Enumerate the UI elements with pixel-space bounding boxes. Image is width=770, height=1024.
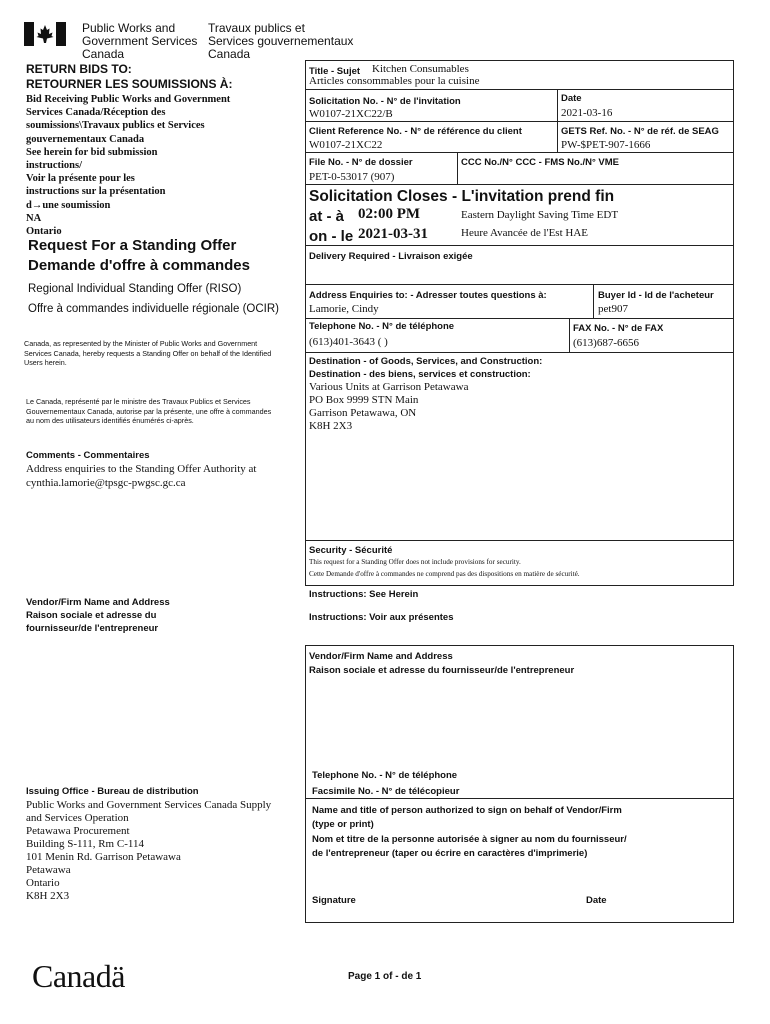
at-label: at - à: [309, 208, 345, 225]
fax-label: FAX No. - N° de FAX: [573, 323, 664, 334]
rfso-title-fr: Demande d'offre à commandes: [28, 257, 250, 274]
file-value: PET-0-53017 (907): [309, 171, 395, 183]
signature-label: Signature: [312, 895, 356, 906]
date-value: 2021-03-16: [561, 107, 613, 119]
enquiries-label: Address Enquiries to: - Adresser toutes questions à:: [309, 290, 547, 301]
fax-value: (613)687-6656: [573, 337, 639, 349]
solicitation-closes-title: Solicitation Closes - L'invitation prend fin: [309, 188, 615, 205]
client-ref-value: W0107-21XC22: [309, 139, 383, 151]
destination-label-fr: Destination - des biens, services et construction:: [309, 369, 531, 380]
enquiries-contact: Lamorie, Cindy: [309, 303, 379, 315]
timezone-fr: Heure Avancée de l'Est HAE: [461, 227, 589, 239]
timezone-en: Eastern Daylight Saving Time EDT: [461, 209, 619, 221]
vendor-facsimile-label: Facsimile No. - N° de télécopieur: [312, 786, 460, 797]
page-number: Page 1 of - de 1: [348, 971, 422, 982]
vendor-telephone-label: Telephone No. - N° de téléphone: [312, 770, 458, 781]
signature-date-label: Date: [586, 895, 607, 906]
security-text-fr: Cette Demande d'offre à commandes ne comprend pas des dispositions en matière de sécurité.: [309, 570, 580, 578]
request-paragraph-en: Canada, as represented by the Minister of Public Works and Government Services Canada, hereby requests a Standing Offer on behalf of the Identified Users herein.: [24, 339, 272, 368]
canada-wordmark: Canadä: [32, 958, 125, 994]
vendor-box[interactable]: [305, 645, 734, 923]
riso-en: Regional Individual Standing Offer (RISO): [28, 283, 242, 295]
return-bids-heading-fr: RETOURNER LES SOUMISSIONS À:: [26, 77, 233, 91]
department-name-fr: Travaux publics et Services gouvernementaux Canada: [208, 21, 354, 61]
issuing-office-label: Issuing Office - Bureau de distribution: [26, 786, 199, 797]
title-fr-value: Articles consommables pour la cuisine: [309, 75, 480, 87]
comments-label: Comments - Commentaires: [26, 450, 150, 461]
riso-fr: Offre à commandes individuelle régionale (OCIR): [28, 303, 279, 315]
return-bids-heading-en: RETURN BIDS TO:: [26, 62, 132, 76]
delivery-label: Delivery Required - Livraison exigée: [309, 251, 473, 262]
on-label: on - le: [309, 228, 354, 245]
gets-ref-value: PW-$PET-907-1666: [561, 139, 651, 151]
canada-flag-icon: [24, 22, 66, 46]
buyer-id-label: Buyer Id - Id de l'acheteur: [598, 290, 714, 301]
client-ref-label: Client Reference No. - N° de référence du client: [309, 126, 522, 137]
closing-time: 02:00 PM: [358, 206, 421, 222]
destination-address: Various Units at Garrison Petawawa PO Box 9999 STN Main Garrison Petawawa, ON K8H 2X3: [309, 381, 469, 432]
vendor-box-label: Vendor/Firm Name and Address Raison sociale et adresse du fournisseur/de l'entrepreneur: [309, 651, 575, 676]
title-en-value: Kitchen Consumables: [372, 63, 469, 75]
rfso-title-en: Request For a Standing Offer: [28, 237, 237, 254]
telephone-value: (613)401-3643 ( ): [309, 336, 388, 348]
date-label: Date: [561, 93, 582, 104]
file-label: File No. - N° de dossier: [309, 157, 413, 168]
comments-text: Address enquiries to the Standing Offer Authority at cynthia.lamorie@tpsgc-pwgsc.gc.ca: [26, 463, 257, 489]
authorized-signer-label: Name and title of person authorized to sign on behalf of Vendor/Firm (type or print) Nom et titre de la personne autorisée à signer au nom du fournisseur/ de l'entrepreneur (taper ou écrire en caractères d'imprimerie): [312, 805, 627, 859]
security-text-en: This request for a Standing Offer does not include provisions for security.: [309, 558, 521, 566]
buyer-id-value: pet907: [598, 303, 628, 315]
instructions-en: Instructions: See Herein: [309, 589, 419, 600]
gets-ref-label: GETS Ref. No. - N° de réf. de SEAG: [561, 126, 719, 137]
ccc-label: CCC No./N° CCC - FMS No./N° VME: [461, 157, 620, 168]
vendor-label-left: Vendor/Firm Name and Address Raison sociale et adresse du fournisseur/de l'entrepreneur: [26, 597, 170, 634]
instructions-fr: Instructions: Voir aux présentes: [309, 612, 454, 623]
destination-label-en: Destination - of Goods, Services, and Construction:: [309, 356, 543, 367]
department-name-en: Public Works and Government Services Canada: [82, 21, 198, 61]
security-label: Security - Sécurité: [309, 545, 393, 556]
solicitation-label: Solicitation No. - N° de l'invitation: [309, 96, 461, 107]
issuing-office-address: Public Works and Government Services Canada Supply and Services Operation Petawawa Procurement Building S-111, Rm C-114 101 Menin Rd. Garrison Petawawa Petawawa Ontario K8H 2X3: [26, 799, 272, 902]
title-label: Title - Sujet: [309, 66, 361, 77]
return-address: Bid Receiving Public Works and Government Services Canada/Réception des soumissions\Travaux publics et Services gouvernementaux Canada See herein for bid submission instructions/ Voir la présente pour les instructions sur la présentation d→une soumission NA Ontario: [26, 94, 231, 238]
telephone-label: Telephone No. - N° de téléphone: [309, 321, 455, 332]
request-paragraph-fr: Le Canada, représenté par le ministre des Travaux Publics et Services Gouvernementaux Canada, autorise par la présente, une offre à commandes au nom des utilisateurs identifiés énumérés ci-après.: [26, 397, 272, 426]
closing-date: 2021-03-31: [358, 226, 428, 242]
solicitation-number: W0107-21XC22/B: [309, 108, 393, 120]
